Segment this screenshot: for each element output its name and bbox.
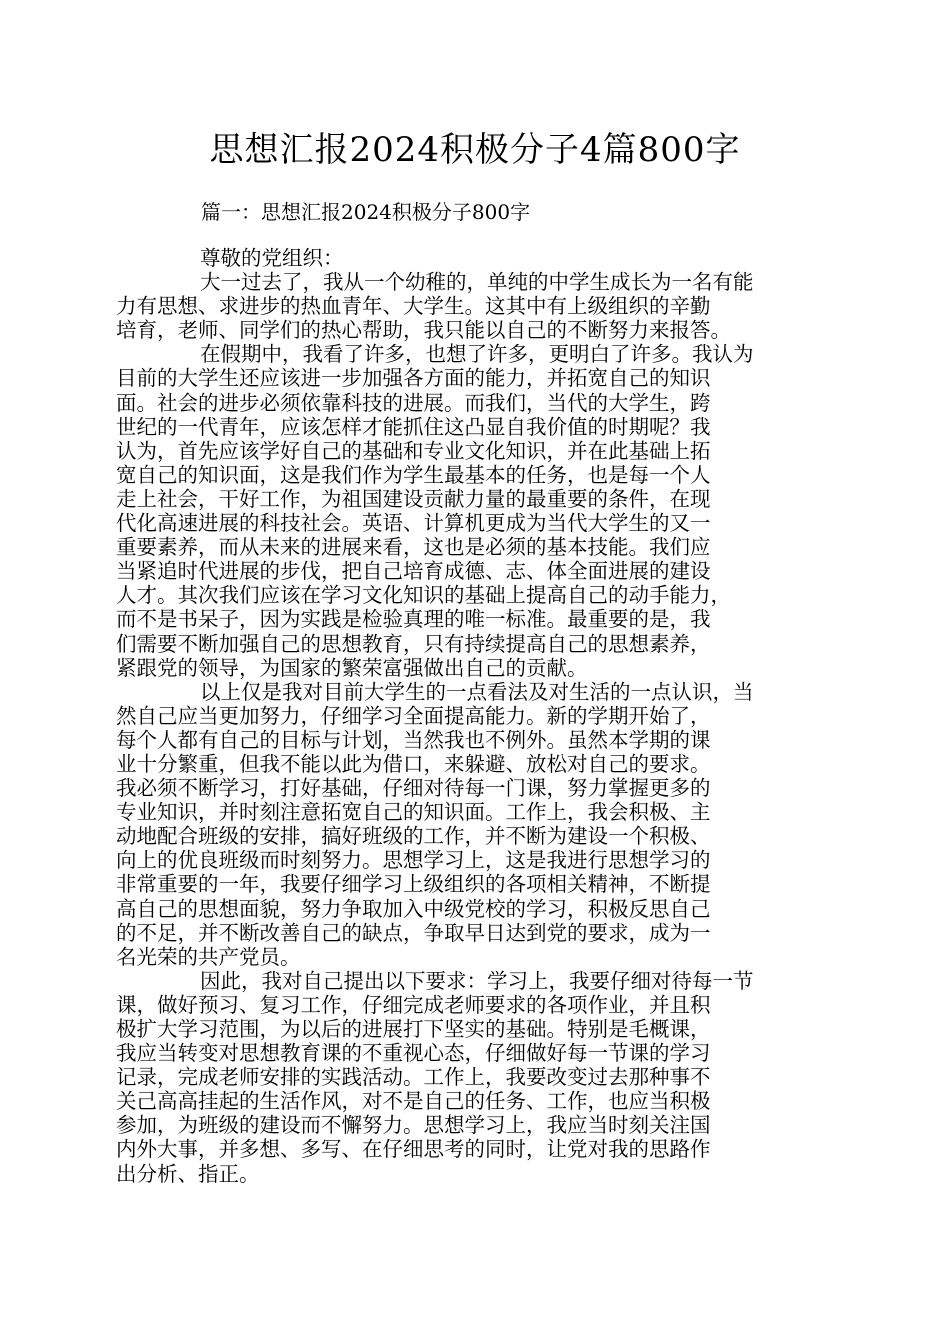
- paragraph-line: 名光荣的共产党员。: [116, 944, 301, 969]
- paragraph-line: 极扩大学习范围，为以后的进展打下坚实的基础。特别是毛概课，: [116, 1017, 711, 1041]
- paragraph-line: 我必须不断学习，打好基础，仔细对待每一门课，努力掌握更多的: [116, 776, 711, 801]
- paragraph-line: 向上的优良班级而时刻努力。思想学习上，这是我进行思想学习的: [116, 848, 711, 873]
- paragraph-line: 代化高速进展的科技社会。英语、计算机更成为当代大学生的又一: [116, 511, 711, 536]
- paragraph-line: 专业知识，并时刻注意拓宽自己的知识面。工作上，我会积极、主: [116, 800, 711, 825]
- document-title: 思想汇报2024积极分子4篇800字: [209, 130, 741, 170]
- paragraph-line: 业十分繁重，但我不能以此为借口，来躲避、放松对自己的要求。: [116, 751, 711, 776]
- paragraph-line: 们需要不断加强自己的思想教育，只有持续提高自己的思想素养，: [116, 631, 711, 656]
- paragraph-line: 而不是书呆子，因为实践是检验真理的唯一标准。最重要的是，我: [116, 607, 711, 632]
- paragraph-line: 参加，为班级的建设而不懈努力。思想学习上，我应当时刻关注国: [116, 1113, 711, 1138]
- paragraph-line: 的不足，并不断改善自己的缺点，争取早日达到党的要求，成为一: [116, 920, 711, 945]
- salutation: 尊敬的党组织：: [200, 246, 344, 270]
- paragraph-line: 以上仅是我对目前大学生的一点看法及对生活的一点认识，当: [200, 679, 754, 704]
- paragraph-line: 在假期中，我看了许多，也想了许多，更明白了许多。我认为: [200, 342, 754, 367]
- paragraph-line: 认为，首先应该学好自己的基础和专业文化知识，并在此基础上拓: [116, 438, 711, 463]
- paragraph-4: [116, 969, 826, 1186]
- paragraph-line: 动地配合班级的安排，搞好班级的工作，并不断为建设一个积极、: [116, 824, 711, 849]
- section-subtitle: 篇一：思想汇报2024积极分子800字: [201, 200, 531, 224]
- paragraph-line: 然自己应当更加努力，仔细学习全面提高能力。新的学期开始了，: [116, 703, 711, 728]
- paragraph-line: 大一过去了，我从一个幼稚的，单纯的中学生成长为一名有能: [200, 270, 754, 295]
- paragraph-line: 关己高高挂起的生活作风，对不是自己的任务、工作，也应当积极: [116, 1089, 711, 1114]
- document-body: [116, 246, 826, 1186]
- paragraph-line: 宽自己的知识面，这是我们作为学生最基本的任务，也是每一个人: [116, 462, 711, 487]
- paragraph-line: 内外大事，并多想、多写、在仔细思考的同时，让党对我的思路作: [116, 1137, 711, 1162]
- paragraph-line: 每个人都有自己的目标与计划，当然我也不例外。虽然本学期的课: [116, 727, 711, 752]
- paragraph-line: 面。社会的进步必须依靠科技的进展。而我们，当代的大学生，跨: [116, 390, 711, 415]
- paragraph-line: 目前的大学生还应该进一步加强各方面的能力，并拓宽自己的知识: [116, 366, 711, 391]
- paragraph-line: 当紧追时代进展的步伐，把自己培育成德、志、体全面进展的建设: [116, 559, 711, 584]
- paragraph-1: [116, 270, 826, 342]
- paragraph-line: 紧跟党的领导，为国家的繁荣富强做出自己的贡献。: [116, 655, 588, 680]
- paragraph-line: 我应当转变对思想教育课的不重视心态，仔细做好每一节课的学习: [116, 1041, 711, 1066]
- paragraph-line: 力有思想、求进步的热血青年、大学生。这其中有上级组织的辛勤: [116, 294, 711, 319]
- paragraph-line: 出分析、指正。: [116, 1161, 260, 1186]
- paragraph-line: 人才。其次我们应该在学习文化知识的基础上提高自己的动手能力，: [116, 583, 731, 608]
- paragraph-line: 高自己的思想面貌，努力争取加入中级党校的学习，积极反思自己: [116, 896, 711, 921]
- paragraph-line: 重要素养，而从未来的进展来看，这也是必须的基本技能。我们应: [116, 535, 711, 560]
- paragraph-line: 记录，完成老师安排的实践活动。工作上，我要改变过去那种事不: [116, 1065, 711, 1090]
- paragraph-line: 培育，老师、同学们的热心帮助，我只能以自己的不断努力来报答。: [116, 318, 731, 343]
- paragraph-line: 世纪的一代青年，应该怎样才能抓住这凸显自我价值的时期呢？我: [116, 414, 711, 439]
- paragraph-2: [116, 342, 826, 679]
- paragraph-line: 课，做好预习、复习工作，仔细完成老师要求的各项作业，并且积: [116, 992, 711, 1017]
- paragraph-line: 走上社会，干好工作，为祖国建设贡献力量的最重要的条件，在现: [116, 486, 711, 511]
- paragraph-line: 因此，我对自己提出以下要求：学习上，我要仔细对待每一节: [200, 968, 754, 993]
- paragraph-3: [116, 680, 826, 969]
- paragraph-line: 非常重要的一年，我要仔细学习上级组织的各项相关精神，不断提: [116, 872, 711, 897]
